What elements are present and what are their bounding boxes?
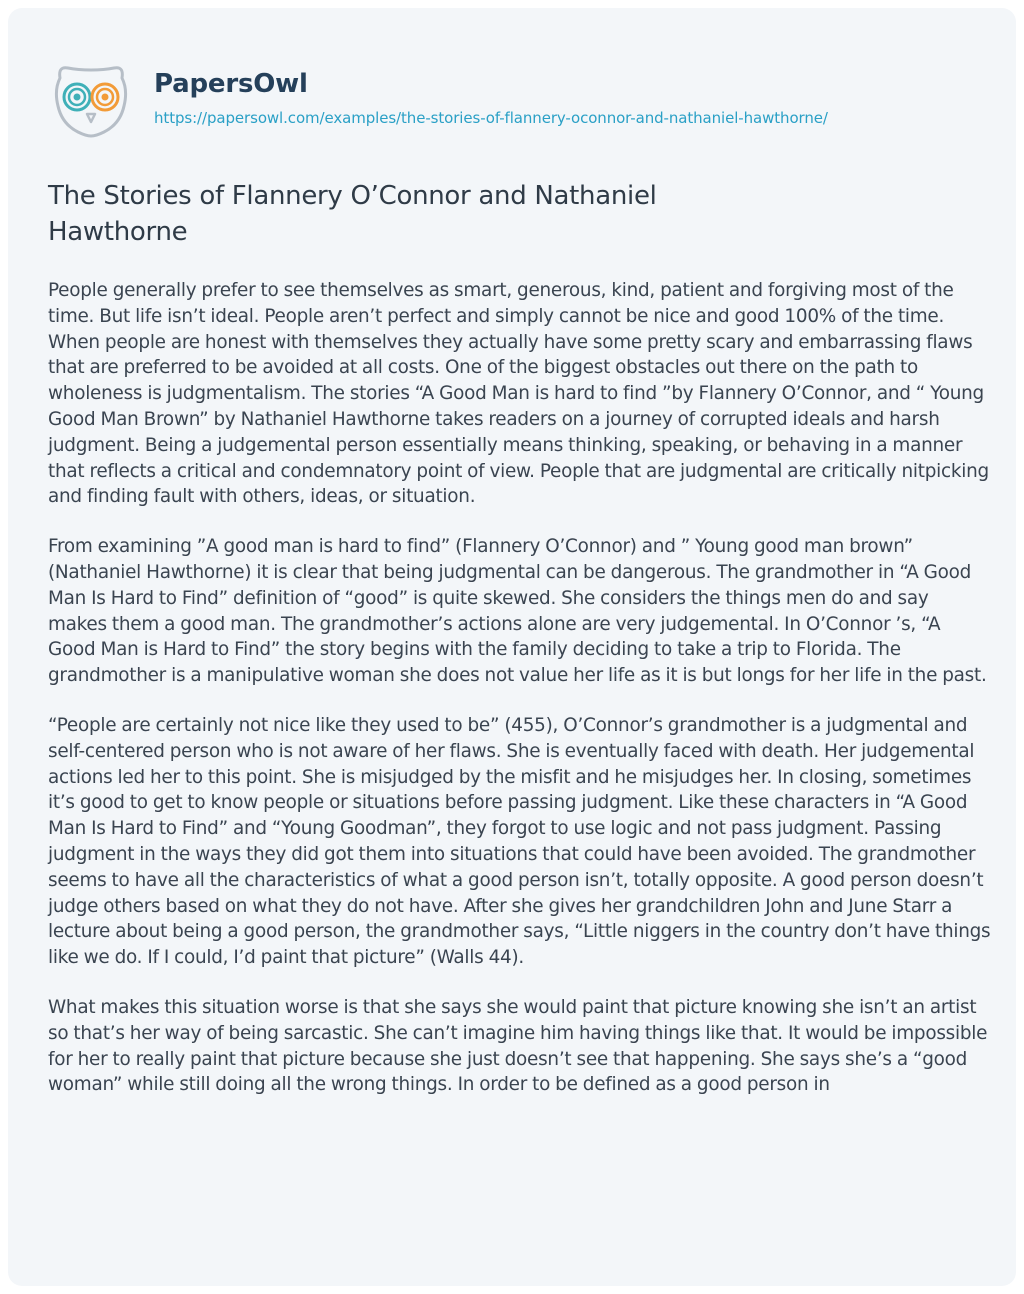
owl-logo-icon[interactable] bbox=[48, 56, 134, 142]
paragraph-3: “People are certainly not nice like they used to be” (455), O’Connor’s grandmother is a judgmental and self-centered person who is not aware of her flaws. She is eventually faced with death. Her judgemental actions led her to this point. She is misjudged by the misfit and he misjudges her. In closing, sometimes it’s good to get to know people or situations before passing judgment. Like these characters in “A Good Man Is Hard to Find” and “Young Goodman”, they forgot to use logic and not pass judgment. Passing judgment in the ways they did got them into situations that could have been avoided. The grandmother seems to have all the characteristics of what a good person isn’t, totally opposite. A good person doesn’t judge others based on what they do not have. After she gives her grandchildren John and June Starr a lecture about being a good person, the grandmother says, “Little niggers in the country don’t have things like we do. If I could, I’d paint that picture” (Walls 44). bbox=[48, 714, 991, 969]
brand-block bbox=[154, 64, 828, 128]
page-card bbox=[8, 8, 1016, 1286]
paragraph-4: What makes this situation worse is that she says she would paint that picture knowing she isn’t an artist so that’s her way of being sarcastic. She can’t imagine him having things like that. It would be impossible for her to really paint that picture because she just doesn’t see that happening. She says she’s a “good woman” while still doing all the wrong things. In order to be defined as a good person in bbox=[48, 996, 988, 1096]
page-title: The Stories of Flannery O’Connor and Nathaniel Hawthorne bbox=[48, 181, 657, 247]
source-url-link[interactable]: https://papersowl.com/examples/the-stories-of-flannery-oconnor-and-nathaniel-hawthorne/ bbox=[154, 109, 828, 127]
site-header bbox=[48, 64, 828, 144]
article-body bbox=[48, 278, 992, 1122]
paragraph-1: People generally prefer to see themselves as smart, generous, kind, patient and forgiving most of the time. But life isn’t ideal. People aren’t perfect and simply cannot be nice and good 100% of the time. When people are honest with themselves they actually have some pretty scary and embarrassing flaws that are preferred to be avoided at all costs. One of the biggest obstacles out there on the path to wholeness is judgmentalism. The stories “A Good Man is hard to find ”by Flannery O’Connor, and “ Young Good Man Brown” by Nathaniel Hawthorne takes readers on a journey of corrupted ideals and harsh judgment. Being a judgemental person essentially means thinking, speaking, or behaving in a manner that reflects a critical and condemnatory point of view. People that are judgmental are critically nitpicking and finding fault with others, ideas, or situation. bbox=[48, 280, 989, 508]
paragraph-2: From examining ”A good man is hard to find” (Flannery O’Connor) and ” Young good man brown” (Nathaniel Hawthorne) it is clear that being judgmental can be dangerous. The grandmother in “A Good Man Is Hard to Find” definition of “good” is quite skewed. She considers the things men do and say makes them a good man. The grandmother’s actions alone are very judgemental. In O’Connor ’s, “A Good Man is Hard to Find” the story begins with the family deciding to take a trip to Florida. The grandmother is a manipulative woman she does not value her life as it is but longs for her life in the past. bbox=[48, 536, 987, 687]
brand-name[interactable]: PapersOwl bbox=[154, 69, 308, 99]
